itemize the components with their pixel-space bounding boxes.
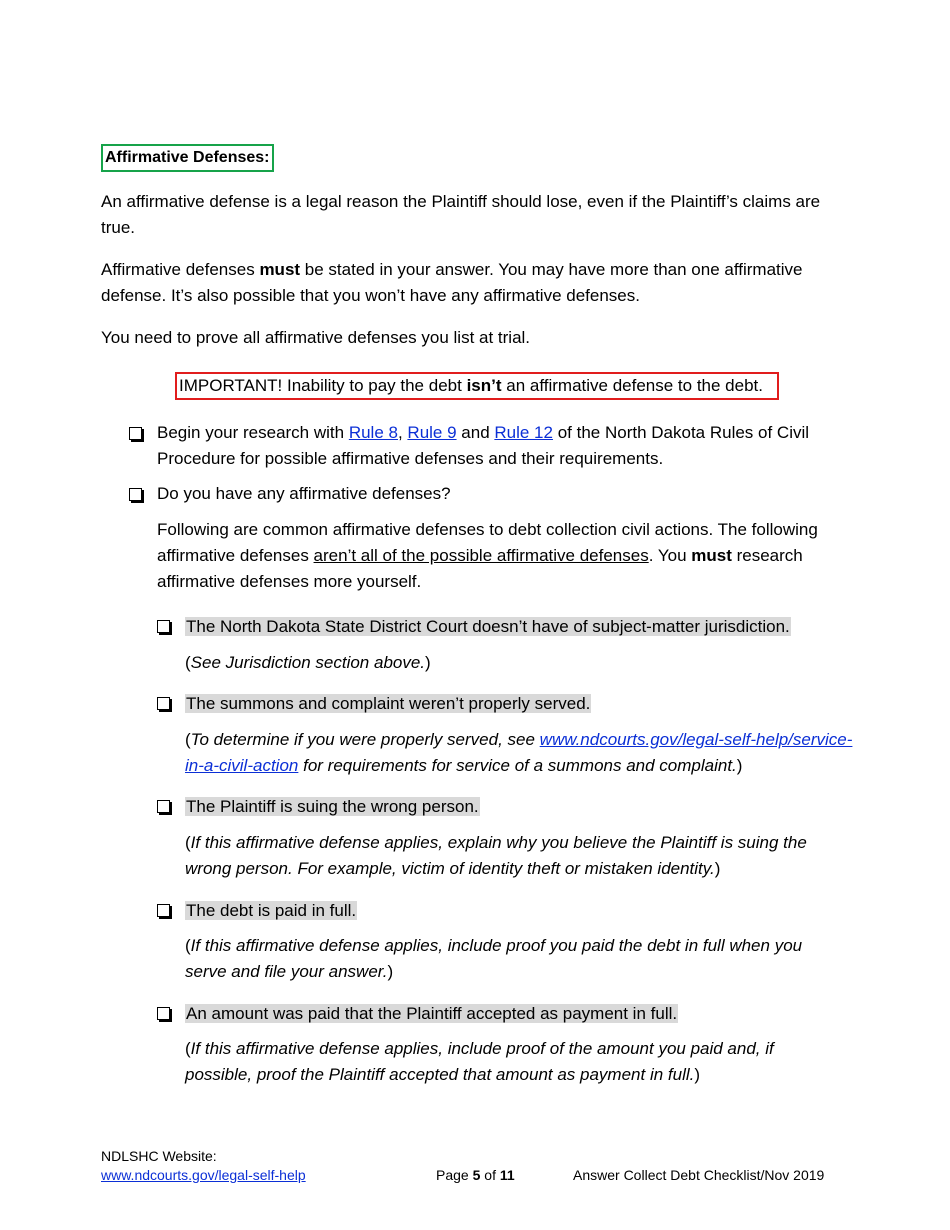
text: . You — [648, 546, 692, 565]
important-notice — [175, 372, 779, 400]
text: Affirmative defenses — [101, 260, 260, 279]
defense-4-title — [185, 898, 357, 924]
footer-website-label: NDLSHC Website: — [101, 1148, 217, 1164]
defense-4-checkbox[interactable] — [157, 904, 170, 917]
rule-8-link[interactable]: Rule 8 — [348, 423, 398, 442]
note-text: If this affirmative defense applies, explain why you believe the Plaintiff is suing the wrong person. For example, victim of identity theft or mistaken identity. — [185, 833, 807, 878]
emphasis-must: must — [691, 546, 732, 565]
defense-3-note: (If this affirmative defense applies, explain why you believe the Plaintiff is suing the wrong person. For example, victim of identity theft or mistaken identity.) — [185, 833, 807, 878]
note-text: To determine if you were properly served, see — [190, 730, 540, 749]
defense-2-checkbox[interactable] — [157, 697, 170, 710]
defense-5-checkbox[interactable] — [157, 1007, 170, 1020]
highlighted-text: The debt is paid in full. — [186, 901, 357, 920]
defense-5-note: (If this affirmative defense applies, include proof of the amount you paid and, if possible, proof the Plaintiff accepted that amount as payment in full.) — [185, 1039, 774, 1084]
intro-paragraph-2 — [101, 257, 841, 309]
note-text: If this affirmative defense applies, include proof of the amount you paid and, if possible, proof the Plaintiff accepted that amount as payment in full. — [185, 1039, 774, 1084]
defense-3-checkbox[interactable] — [157, 800, 170, 813]
rule-12-link[interactable]: Rule 12 — [494, 423, 553, 442]
defense-5-title — [185, 1001, 678, 1027]
note-text: for requirements for service of a summons and complaint. — [298, 756, 737, 775]
text: Page — [436, 1167, 473, 1183]
text: and — [456, 423, 495, 442]
underlined-text: aren’t all of the possible affirmative defenses — [313, 546, 649, 565]
footer-website-link[interactable]: www.ndcourts.gov/legal-self-help — [101, 1167, 306, 1183]
affirmative-defenses-question: Do you have any affirmative defenses? — [157, 484, 451, 503]
defense-2-note: (To determine if you were properly served, see www.ndcourts.gov/legal-self-help/service-in-a-civil-action for requirements for service of a summons and complaint.) — [185, 730, 853, 775]
research-item — [157, 420, 837, 472]
text: , — [397, 423, 408, 442]
rule-9-link[interactable]: Rule 9 — [407, 423, 457, 442]
defense-1-note: (See Jurisdiction section above.) — [185, 653, 431, 672]
text: Following are common affirmative defenses to debt collection civil actions. The following affirmative defenses — [157, 520, 818, 565]
text: be stated in your answer. You may have more than one affirmative defense. It’s also possible that you won’t have any affirmative defenses. — [101, 260, 803, 305]
research-checkbox[interactable] — [129, 427, 142, 440]
emphasis-isnt: isn’t — [466, 376, 502, 395]
text: of the North Dakota Rules of Civil Procedure for possible affirmative defenses and their requirements. — [157, 423, 810, 468]
defense-3-title — [185, 794, 480, 820]
text: IMPORTANT! Inability to pay the debt — [179, 376, 467, 395]
highlighted-text: The Plaintiff is suing the wrong person. — [186, 797, 479, 816]
text: Begin your research with — [157, 423, 349, 442]
defense-1-checkbox[interactable] — [157, 620, 170, 633]
text: of — [480, 1167, 500, 1183]
intro-paragraph-3: You need to prove all affirmative defenses you list at trial. — [101, 328, 531, 347]
footer-document-title: Answer Collect Debt Checklist/Nov 2019 — [573, 1167, 825, 1183]
service-civil-action-link[interactable]: www.ndcourts.gov/legal-self-help/service-in-a-civil-action — [185, 730, 853, 775]
total-pages: 11 — [499, 1167, 515, 1183]
text: an affirmative defense to the debt. — [501, 376, 763, 395]
section-heading: Affirmative Defenses: — [101, 144, 274, 172]
highlighted-text: The North Dakota State District Court doesn’t have of subject-matter jurisdiction. — [186, 617, 790, 636]
note-text: If this affirmative defense applies, include proof you paid the debt in full when you serve and file your answer. — [185, 936, 803, 981]
current-page: 5 — [472, 1167, 481, 1183]
defense-1-title — [185, 614, 791, 640]
defense-2-title — [185, 691, 591, 717]
note-text: See Jurisdiction section above. — [190, 653, 426, 672]
text: research affirmative defenses more yourself. — [157, 546, 803, 591]
affirmative-defenses-question-checkbox[interactable] — [129, 488, 142, 501]
highlighted-text: An amount was paid that the Plaintiff accepted as payment in full. — [186, 1004, 678, 1023]
defense-4-note: (If this affirmative defense applies, include proof you paid the debt in full when you serve and file your answer.) — [185, 936, 803, 981]
intro-paragraph-1: An affirmative defense is a legal reason the Plaintiff should lose, even if the Plaintiff’s claims are true. — [101, 192, 821, 237]
emphasis-must: must — [259, 260, 301, 279]
common-defenses-intro — [157, 517, 847, 595]
highlighted-text: The summons and complaint weren’t properly served. — [186, 694, 591, 713]
footer-page-number — [436, 1166, 515, 1185]
